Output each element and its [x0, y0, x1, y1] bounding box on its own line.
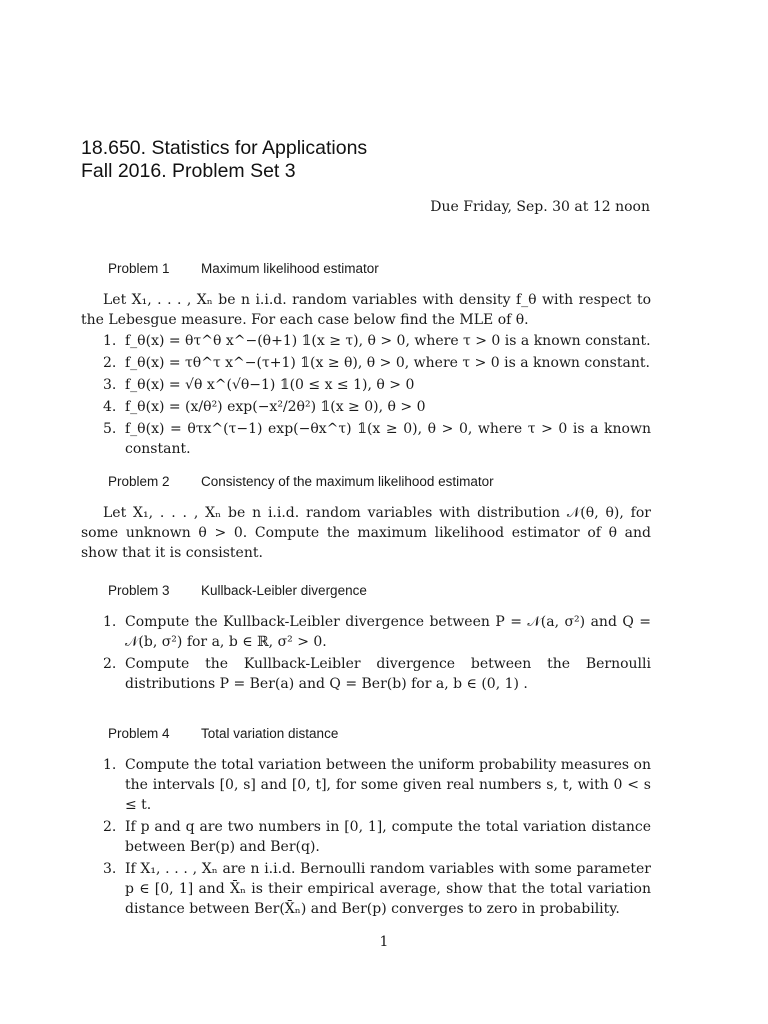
problem-1-section: [81, 261, 651, 461]
problem-4-list: [81, 755, 651, 919]
list-item: 1. Compute the Kullback-Leibler divergence between P = 𝒩(a, σ²) and Q = 𝒩(b, σ²) for a, b ∈ ℝ, σ² > 0.: [103, 614, 651, 650]
problem-1-list: [81, 331, 651, 459]
problem-3-section: [81, 583, 651, 696]
page-number: 1: [379, 934, 389, 950]
title-line-2: Fall 2016. Problem Set 3: [81, 160, 296, 182]
problem-3-name: Kullback-Leibler divergence: [201, 583, 367, 598]
list-item: 3. If X₁, . . . , Xₙ are n i.i.d. Bernoulli random variables with some parameter p ∈ [0, 1] and X̄ₙ is their empirical average, show that the total variation distance between Ber(X̄ₙ) and Ber(p) converges to zero in probability.: [103, 861, 651, 917]
problem-2-intro: Let X₁, . . . , Xₙ be n i.i.d. random variables with distribution 𝒩(θ, θ), for some unknown θ > 0. Compute the maximum likelihood estimator of θ and show that it is consistent.: [81, 505, 651, 561]
due-date: Due Friday, Sep. 30 at 12 noon: [430, 199, 650, 215]
problem-3-heading: [81, 583, 651, 603]
list-item: 1. Compute the total variation between the uniform probability measures on the intervals [0, s] and [0, t], for some given real numbers s, t, with 0 < s ≤ t.: [103, 757, 651, 813]
problem-1-number: Problem 1: [108, 261, 170, 276]
title-line-1: 18.650. Statistics for Applications: [81, 137, 368, 159]
problem-2-heading: [81, 474, 651, 494]
list-item: 4. f_θ(x) = (x/θ²) exp(−x²/2θ²) 𝟙(x ≥ 0), θ > 0: [103, 399, 426, 415]
problem-1-intro: Let X₁, . . . , Xₙ be n i.i.d. random variables with density f_θ with respect to the Lebesgue measure. For each case below find the MLE of θ.: [81, 292, 651, 328]
problem-2-number: Problem 2: [108, 474, 170, 489]
list-item: 2. Compute the Kullback-Leibler divergence between the Bernoulli distributions P = Ber(a) and Q = Ber(b) for a, b ∈ (0, 1) .: [103, 656, 651, 692]
list-item: 1. f_θ(x) = θτ^θ x^−(θ+1) 𝟙(x ≥ τ), θ > 0, where τ > 0 is a known constant.: [103, 333, 651, 349]
list-item: 3. f_θ(x) = √θ x^(√θ−1) 𝟙(0 ≤ x ≤ 1), θ > 0: [103, 377, 415, 393]
problem-2-section: [81, 474, 651, 563]
list-item: 2. f_θ(x) = τθ^τ x^−(τ+1) 𝟙(x ≥ θ), θ > 0, where τ > 0 is a known constant.: [103, 355, 650, 371]
document-title: [81, 137, 367, 183]
problem-4-heading: [81, 726, 651, 746]
problem-3-number: Problem 3: [108, 583, 170, 598]
problem-1-heading: [81, 261, 651, 281]
problem-4-section: [81, 726, 651, 921]
problem-2-name: Consistency of the maximum likelihood estimator: [201, 474, 494, 489]
list-item: 5. f_θ(x) = θτx^(τ−1) exp(−θx^τ) 𝟙(x ≥ 0), θ > 0, where τ > 0 is a known constant.: [103, 421, 651, 457]
problem-3-list: [81, 612, 651, 694]
problem-4-name: Total variation distance: [201, 726, 339, 741]
list-item: 2. If p and q are two numbers in [0, 1], compute the total variation distance between Ber(p) and Ber(q).: [103, 819, 651, 855]
problem-4-number: Problem 4: [108, 726, 170, 741]
problem-1-name: Maximum likelihood estimator: [201, 261, 379, 276]
